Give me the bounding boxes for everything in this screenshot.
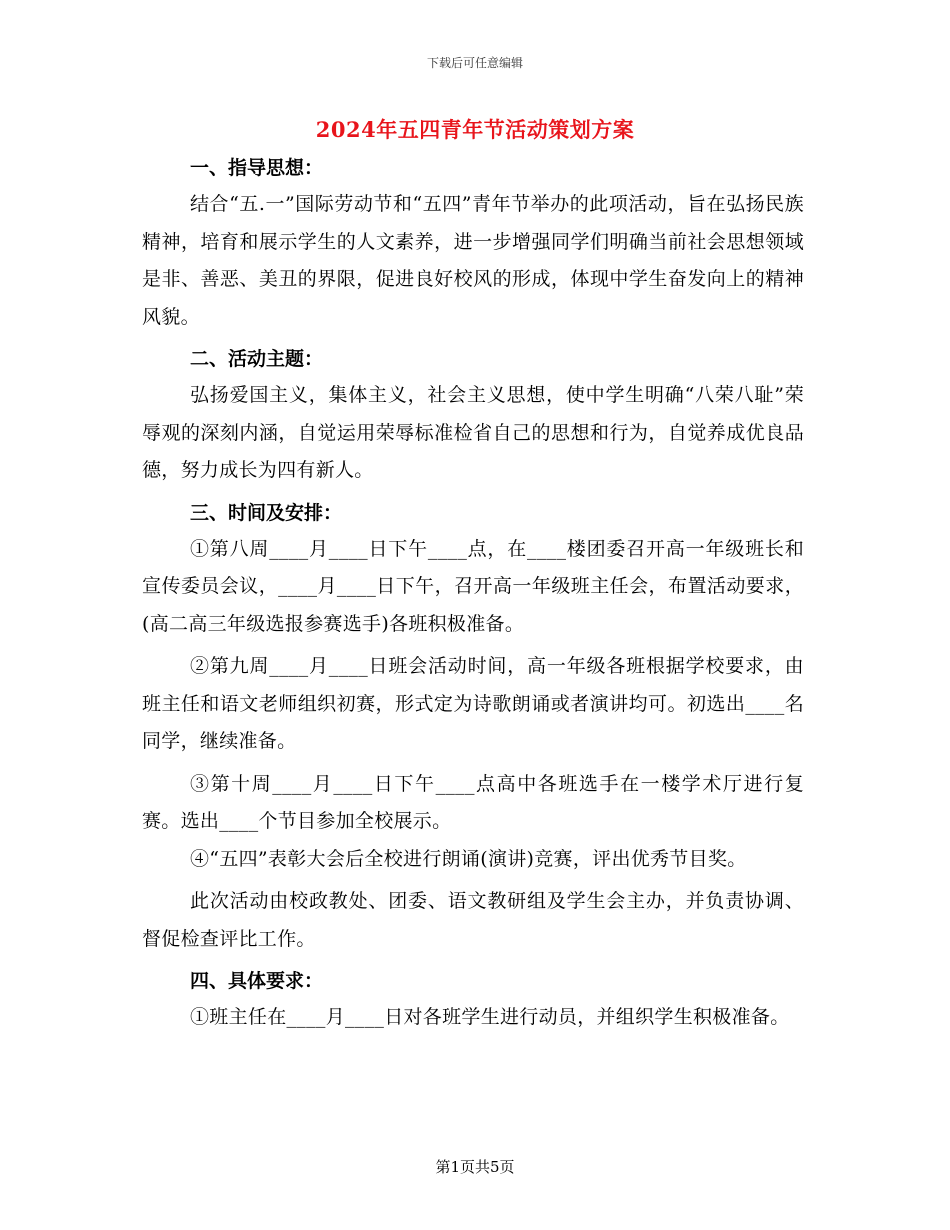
paragraph-schedule-week10: ③第十周____月____日下午____点高中各班选手在一楼学术厅进行复赛。选出____个节目参加全校展示。 xyxy=(142,772,804,832)
section-heading-requirements: 四、具体要求： xyxy=(190,970,324,992)
section-heading-schedule: 三、时间及安排： xyxy=(190,501,343,524)
section-heading-guiding-ideology: 一、指导思想： xyxy=(190,157,324,179)
document-body xyxy=(142,150,804,1037)
paragraph-guiding-ideology: 结合“五.一”国际劳动节和“五四”青年节举办的此项活动，旨在弘扬民族精神，培育和展示学生的人文素养，进一步增强同学们明确当前社会思想领域是非、善恶、美丑的界限，促进良好校风的形成，体现中学生奋发向上的精神风貌。 xyxy=(142,193,804,328)
paragraph-schedule-week8: ①第八周____月____日下午____点，在____楼团委召开高一年级班长和宣传委员会议，____月____日下午，召开高一年级班主任会，布置活动要求，(高二高三年级选报参赛选手)各班积极准备。 xyxy=(142,537,804,635)
paragraph-schedule-week9: ②第九周____月____日班会活动时间，高一年级各班根据学校要求，由班主任和语文老师组织初赛，形式定为诗歌朗诵或者演讲均可。初选出____名同学，继续准备。 xyxy=(142,655,804,752)
paragraph-schedule-final: ④“五四”表彰大会后全校进行朗诵(演讲)竞赛，评出优秀节目奖。 xyxy=(190,847,747,870)
paragraph-organizers: 此次活动由校政教处、团委、语文教研组及学生会主办，并负责协调、督促检查评比工作。 xyxy=(142,890,804,950)
header-note: 下载后可任意编辑 xyxy=(426,56,523,70)
paragraph-activity-theme: 弘扬爱国主义，集体主义，社会主义思想，使中学生明确“八荣八耻”荣辱观的深刻内涵，自觉运用荣辱标准检省自己的思想和行为，自觉养成优良品德，努力成长为四有新人。 xyxy=(142,384,804,481)
paragraph-requirement-1: ①班主任在____月____日对各班学生进行动员，并组织学生积极准备。 xyxy=(190,1006,790,1028)
document-title: 2024年五四青年节活动策划方案 xyxy=(315,117,635,142)
page-footer: 第1页共5页 xyxy=(435,1158,515,1176)
section-heading-activity-theme: 二、活动主题： xyxy=(190,348,324,370)
